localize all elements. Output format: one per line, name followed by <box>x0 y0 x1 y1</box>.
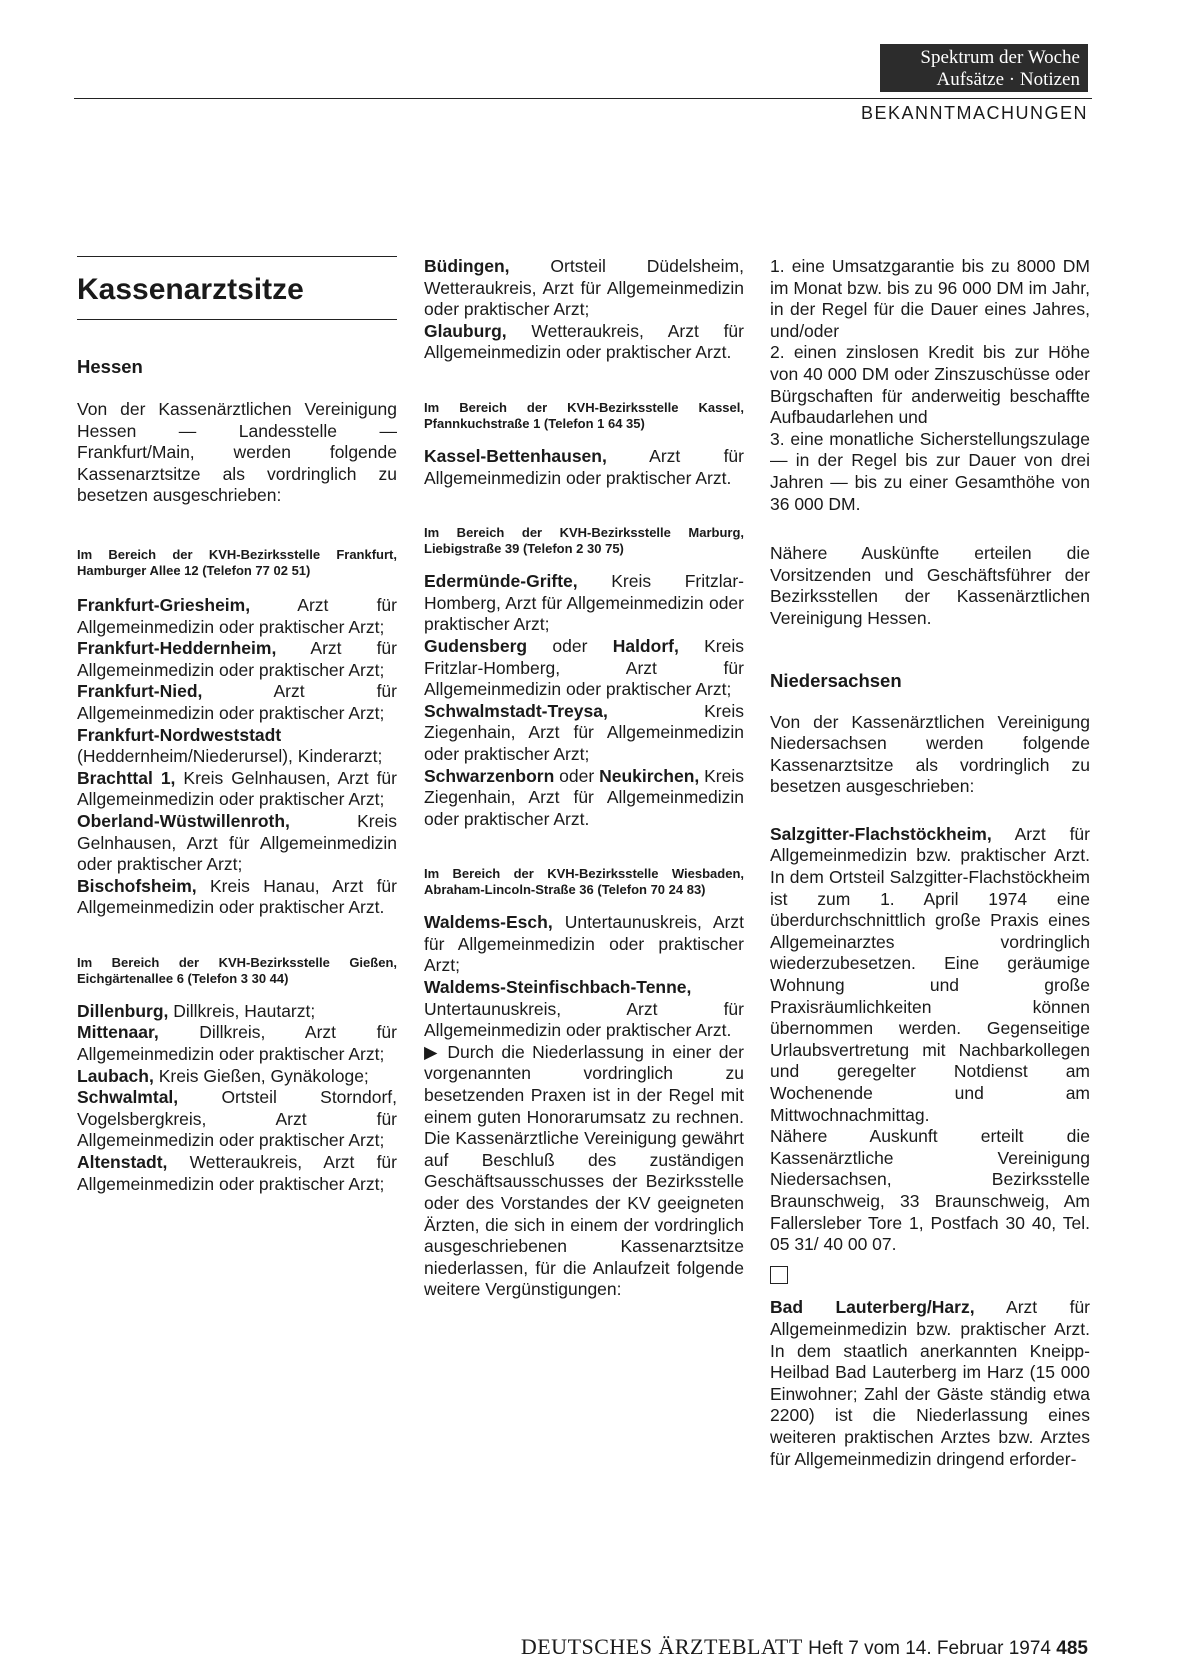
entry-mittenaar: Mittenaar, Dillkreis, Arzt für Allgemeinmedizin oder praktischer Arzt; <box>77 1022 397 1065</box>
entry-waldems-steinfischbach-tenne: Waldems-Steinfischbach-Tenne, Untertaunuskreis, Arzt für Allgemeinmedizin oder praktischer Arzt. <box>424 977 744 1041</box>
entry-glauburg: Glauburg, Wetteraukreis, Arzt für Allgemeinmedizin oder praktischer Arzt. <box>424 320 744 363</box>
item-sicherstellungszulage: 3. eine monatliche Sicherstellungszulage — in der Regel bis zur Dauer von drei Jahren — bis zu einer Gesamthöhe von 36 000 DM. <box>770 428 1090 514</box>
area-giessen: Im Bereich der KVH-Bezirksstelle Gießen, Eichgärtenallee 6 (Telefon 3 30 44) <box>77 954 397 986</box>
title-block <box>77 256 397 320</box>
entry-frankfurt-nordweststadt: Frankfurt-Nordweststadt (Heddernheim/Niederursel), Kinderarzt; <box>77 724 383 767</box>
entry-schwarzenborn-neukirchen: Schwarzenborn oder Neukirchen, Kreis Ziegenhain, Arzt für Allgemeinmedizin oder praktischer Arzt. <box>424 765 745 829</box>
column-3 <box>770 256 1090 1470</box>
footer-brand: DEUTSCHES ÄRZTEBLATT <box>520 1634 803 1659</box>
entry-bischofsheim: Bischofsheim, Kreis Hanau, Arzt für Allgemeinmedizin oder praktischer Arzt. <box>77 875 397 918</box>
badge-line-1: Spektrum der Woche <box>920 47 1080 68</box>
entry-frankfurt-heddernheim: Frankfurt-Heddernheim, Arzt für Allgemeinmedizin oder praktischer Arzt; <box>77 638 397 680</box>
entry-schwalmtal: Schwalmtal, Ortsteil Storndorf, Vogelsbergkreis, Arzt für Allgemeinmedizin oder praktischer Arzt; <box>77 1087 397 1151</box>
page-footer <box>521 1634 1088 1660</box>
entry-brachttal: Brachttal 1, Kreis Gelnhausen, Arzt für Allgemeinmedizin oder praktischer Arzt; <box>77 767 397 810</box>
entry-edermuende-grifte: Edermünde-Grifte, Kreis Fritzlar-Homberg, Arzt für Allgemeinmedizin oder praktischer Arzt; <box>424 571 744 635</box>
header-rule <box>74 98 1092 99</box>
column-2 <box>424 256 744 1301</box>
entry-waldems-esch: Waldems-Esch, Untertaunuskreis, Arzt für Allgemeinmedizin oder praktischer Arzt; <box>424 912 744 976</box>
area-kassel: Im Bereich der KVH-Bezirksstelle Kassel, Pfannkuchstraße 1 (Telefon 1 64 35) <box>424 399 744 431</box>
entry-laubach: Laubach, Kreis Gießen, Gynäkologe; <box>77 1065 369 1086</box>
entry-frankfurt-griesheim: Frankfurt-Griesheim, Arzt für Allgemeinmedizin oder praktischer Arzt; <box>77 594 397 637</box>
entry-schwalmstadt-treysa: Schwalmstadt-Treysa, Kreis Ziegenhain, Arzt für Allgemeinmedizin oder praktischer Arzt; <box>424 700 744 764</box>
separator-square-icon <box>770 1266 1090 1290</box>
heading-niedersachsen: Niedersachsen <box>770 669 902 691</box>
intro-hessen: Von der Kassenärztlichen Vereinigung Hessen — Landesstelle — Frankfurt/Main, werden folgende Kassenarztsitze als vordringlich zu besetzen ausgeschrieben: <box>77 399 397 506</box>
area-marburg: Im Bereich der KVH-Bezirksstelle Marburg, Liebigstraße 39 (Telefon 2 30 75) <box>424 525 744 557</box>
heading-hessen: Hessen <box>77 356 143 377</box>
item-umsatzgarantie: 1. eine Umsatzgarantie bis zu 8000 DM im Monat bzw. bis zu 96 000 DM im Jahr, in der Regel für die Dauer eines Jahres, und/oder <box>770 256 1090 341</box>
footer-issue: Heft 7 vom 14. Februar 1974 <box>808 1638 1052 1659</box>
entry-buedingen: Büdingen, Ortsteil Düdelsheim, Wetteraukreis, Arzt für Allgemeinmedizin oder praktischer Arzt; <box>424 256 744 320</box>
entry-bad-lauterberg: Bad Lauterberg/Harz, Arzt für Allgemeinmedizin bzw. praktischer Arzt. In dem staatlich anerkannten Kneipp-Heilbad Bad Lauterberg im Harz (15 000 Einwohner; Zahl der Gäste ständig etwa 2200) ist die Niederlassung eines weiteren praktischen Arztes bzw. Arztes für Allgemeinmedizin dringend erforder- <box>770 1297 1091 1469</box>
intro-niedersachsen: Von der Kassenärztlichen Vereinigung Niedersachsen werden folgende Kassenarztsitze als vordringlich zu besetzen ausgeschrieben: <box>770 711 1090 797</box>
section-badge <box>880 44 1088 92</box>
entry-dillenburg: Dillenburg, Dillkreis, Hautarzt; <box>77 1000 316 1021</box>
page-title: Kassenarztsitze <box>77 273 304 306</box>
area-frankfurt: Im Bereich der KVH-Bezirksstelle Frankfurt, Hamburger Allee 12 (Telefon 77 02 51) <box>77 546 397 578</box>
contact-niedersachsen: Nähere Auskunft erteilt die Kassenärztliche Vereinigung Niedersachsen, Bezirksstelle Braunschweig, 33 Braunschweig, Am Fallersleber Tore 1, Postfach 30 40, Tel. 05 31/ 40 00 07. <box>770 1126 1090 1255</box>
item-kredit: 2. einen zinslosen Kredit bis zur Höhe von 40 000 DM oder Zinszuschüsse oder Bürgschaften für anderweitig beschaffte Aufbaudarlehen und <box>770 342 1090 428</box>
entry-oberland-wuestwillenroth: Oberland-Wüstwillenroth, Kreis Gelnhausen, Arzt für Allgemeinmedizin oder praktischer Arzt; <box>77 810 397 875</box>
entry-salzgitter-flachstoeckheim: Salzgitter-Flachstöckheim, Arzt für Allgemeinmedizin bzw. praktischer Arzt. In dem Ortsteil Salzgitter-Flachstöckheim ist zum 1. April 1974 eine überdurchschnittlich große Praxis eines Allgemeinarztes vordringlich wiederzubesetzen. Eine geräumige Wohnung und große Praxisräumlichkeiten können übernommen werden. Gegenseitige Urlaubsvertretung mit Nachbarkollegen und geregelter Notdienst am Wochenende und am Mittwochnachmittag. <box>770 823 1090 1125</box>
entry-gudensberg-haldorf: Gudensberg oder Haldorf, Kreis Fritzlar-Homberg, Arzt für Allgemeinmedizin oder praktischer Arzt; <box>424 635 744 700</box>
note-verguenstigungen: ▶ Durch die Niederlassung in einer der vorgenannten vordringlich zu besetzenden Praxen ist in der Regel mit einem guten Honorarumsatz zu rechnen. Die Kassenärztliche Vereinigung gewährt auf Beschluß des zuständigen Geschäftsausschusses der Bezirksstelle oder des Vorstandes der KV geeigneten Ärzten, die sich in einem der vordringlich ausgeschriebenen Kassenarztsitze niederlassen, für die Anlaufzeit folgende weitere Vergünstigungen: <box>424 1041 744 1300</box>
area-wiesbaden: Im Bereich der KVH-Bezirksstelle Wiesbaden, Abraham-Lincoln-Straße 36 (Telefon 70 24 83) <box>424 866 744 898</box>
column-1 <box>77 256 397 1195</box>
entry-altenstadt: Altenstadt, Wetteraukreis, Arzt für Allgemeinmedizin oder praktischer Arzt; <box>77 1152 397 1194</box>
entry-frankfurt-nied: Frankfurt-Nied, Arzt für Allgemeinmedizin oder praktischer Arzt; <box>77 681 397 723</box>
section-label: BEKANNTMACHUNGEN <box>860 103 1088 123</box>
badge-line-2: Aufsätze · Notizen <box>936 69 1080 90</box>
page-number: 485 <box>1056 1638 1088 1659</box>
entry-kassel-bettenhausen: Kassel-Bettenhausen, Arzt für Allgemeinmedizin oder praktischer Arzt. <box>424 445 744 488</box>
contact-hessen: Nähere Auskünfte erteilen die Vorsitzenden und Geschäftsführer der Bezirksstellen der Kassenärztlichen Vereinigung Hessen. <box>770 543 1090 628</box>
